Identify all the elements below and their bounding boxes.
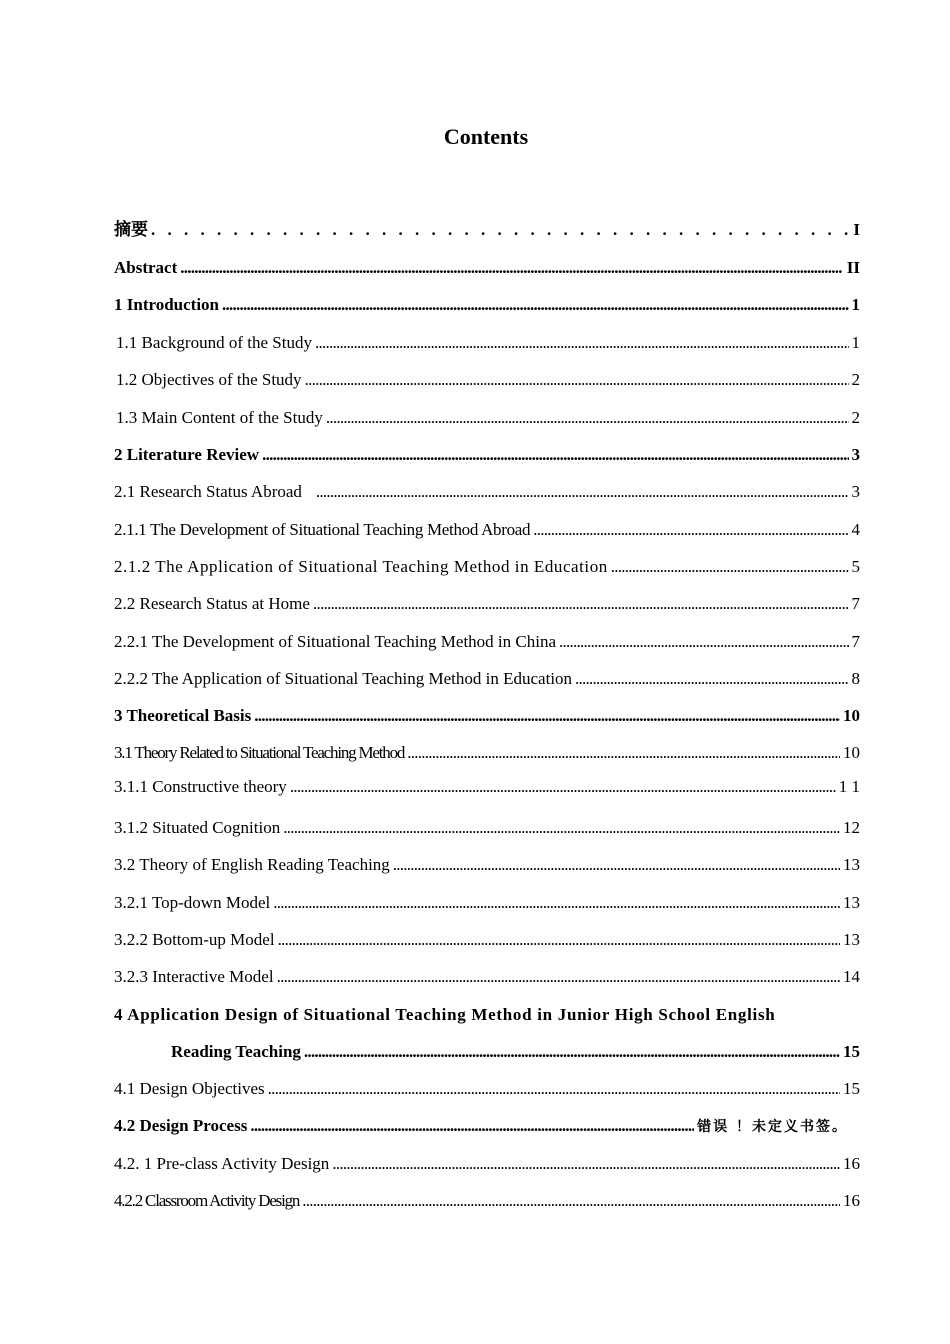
- toc-entry-1-3[interactable]: [116, 406, 860, 430]
- toc-entry-label: 4.2 Design Process: [114, 1116, 248, 1135]
- toc-entry-label: 3.2.3 Interactive Model: [114, 967, 274, 986]
- toc-entry-1-2[interactable]: [116, 368, 860, 392]
- dot-leader: [393, 853, 840, 877]
- dot-leader: [180, 256, 844, 280]
- toc-entry-2-1-1[interactable]: [114, 518, 860, 542]
- toc-entry-page: 1 1: [838, 777, 860, 796]
- dot-leader: [278, 928, 840, 952]
- toc-entry-label: 3.2.2 Bottom-up Model: [114, 930, 275, 949]
- toc-entry-chapter-4-line-1[interactable]: [114, 1003, 854, 1027]
- toc-entry-2-1-2[interactable]: [114, 555, 860, 579]
- toc-entry-page: 16: [843, 1154, 860, 1173]
- toc-entry-page: 13: [843, 893, 860, 912]
- toc-entry-label: 3 Theoretical Basis: [114, 706, 252, 725]
- toc-entry-4-2-2[interactable]: [114, 1189, 860, 1213]
- page-title: Contents: [443, 124, 529, 149]
- dot-leader: [273, 891, 840, 915]
- dot-leader: [315, 331, 849, 355]
- toc-entry-label: 3.1 Theory Related to Situational Teaching Method: [114, 743, 405, 762]
- toc-entry-page: 7: [851, 594, 860, 613]
- toc-entry-3-2-1[interactable]: [114, 891, 860, 915]
- toc-entry-label: 2.2.2 The Application of Situational Teaching Method in Education: [114, 669, 573, 688]
- toc-entry-label: 2.2 Research Status at Home: [114, 594, 310, 613]
- toc-entry-page: 5: [851, 557, 860, 576]
- toc-entry-page: 8: [851, 669, 860, 688]
- toc-entry-page: 2: [851, 408, 860, 427]
- dot-leader: [326, 406, 849, 430]
- toc-entry-2-2-1[interactable]: [114, 630, 860, 654]
- toc-entry-label: 2.1 Research Status Abroad: [114, 482, 302, 501]
- toc-entry-page: 3: [851, 445, 860, 464]
- toc-entry-label: 摘要: [114, 220, 148, 239]
- toc-entry-label: 2 Literature Review: [114, 445, 260, 464]
- toc-entry-page: 13: [843, 855, 860, 874]
- toc-entry-3-1-1[interactable]: [114, 775, 860, 799]
- toc-entry-page: 3: [851, 482, 860, 501]
- dot-leader: [222, 293, 848, 317]
- toc-entry-label: Abstract: [114, 258, 178, 277]
- toc-entry-label: Reading Teaching: [171, 1042, 301, 1061]
- dot-leader: [316, 480, 849, 504]
- toc-entry-chapter-3[interactable]: [114, 704, 860, 728]
- toc-entry-label: 2.2.1 The Development of Situational Teaching Method in China: [114, 632, 556, 651]
- toc-entry-page: 15: [843, 1079, 860, 1098]
- dot-leader: [611, 555, 849, 579]
- toc-entry-page: 7: [851, 632, 860, 651]
- toc-entry-label: 3.2 Theory of English Reading Teaching: [114, 855, 390, 874]
- dot-leader: [290, 775, 836, 799]
- toc-entry-label: 3.1.1 Constructive theory: [114, 777, 287, 796]
- toc-entry-label: 1 Introduction: [114, 295, 220, 314]
- toc-entry-label: 3.1.2 Situated Cognition: [114, 818, 281, 837]
- bookmark-error-text: 错误 ！未定义书签。: [697, 1119, 848, 1135]
- toc-entry-page: 2: [851, 370, 860, 389]
- toc-entry-label: 1.2 Objectives of the Study: [116, 370, 302, 389]
- toc-entry-3-2-2[interactable]: [114, 928, 860, 952]
- dot-leader: [305, 368, 849, 392]
- toc-entry-page: I: [853, 220, 860, 239]
- toc-entry-3-1[interactable]: [114, 741, 860, 765]
- dot-leader: [268, 1077, 840, 1101]
- dot-leader: [559, 630, 849, 654]
- dot-leader: [250, 1114, 694, 1138]
- toc-entry-page: 10: [843, 743, 860, 762]
- toc-entry-label: 4 Application Design of Situational Teaching Method in Junior High School English: [114, 1005, 776, 1024]
- dot-leader: [277, 965, 840, 989]
- toc-entry-3-1-2[interactable]: [114, 816, 860, 840]
- toc-entry-2-2[interactable]: [114, 592, 860, 616]
- toc-entry-label: 2.1.2 The Application of Situational Teaching Method in Education: [114, 557, 608, 576]
- toc-entry-page: 10: [843, 706, 860, 725]
- toc-entry-4-2[interactable]: [114, 1114, 848, 1139]
- toc-entry-4-2-1[interactable]: [114, 1152, 860, 1176]
- dot-leader: [283, 816, 840, 840]
- toc-entry-1-1[interactable]: [116, 331, 860, 355]
- toc-entry-page: 15: [843, 1042, 860, 1061]
- dot-leader: [575, 667, 848, 691]
- toc-entry-label: 4.2.2 Classroom Activity Design: [114, 1191, 300, 1210]
- toc-entry-page: 4: [851, 520, 860, 539]
- dot-leader: [254, 704, 840, 728]
- dot-leader: [533, 518, 848, 542]
- toc-entry-page: II: [846, 258, 860, 277]
- toc-entry-label: 2.1.1 The Development of Situational Teaching Method Abroad: [114, 520, 531, 539]
- toc-entry-abstract[interactable]: [114, 256, 860, 280]
- toc-entry-chapter-4-line-2[interactable]: [171, 1040, 860, 1064]
- toc-entry-page: 1: [851, 295, 860, 314]
- toc-entry-page: 14: [843, 967, 860, 986]
- dot-leader: [262, 443, 848, 467]
- toc-entry-label: 4.1 Design Objectives: [114, 1079, 265, 1098]
- toc-entry-label: 1.1 Background of the Study: [116, 333, 312, 352]
- toc-entry-label: 3.2.1 Top-down Model: [114, 893, 271, 912]
- toc-entry-label: 1.3 Main Content of the Study: [116, 408, 323, 427]
- toc-entry-3-2-3[interactable]: [114, 965, 860, 989]
- toc-entry-page: 16: [843, 1191, 860, 1210]
- toc-entry-page: 12: [843, 818, 860, 837]
- toc-entry-page: 1: [851, 333, 860, 352]
- dot-leader: [151, 218, 850, 242]
- dot-leader: [304, 1040, 840, 1064]
- dot-leader: [313, 592, 849, 616]
- toc-entry-chapter-2[interactable]: [114, 443, 860, 467]
- toc-entry-2-2-2[interactable]: [114, 667, 860, 691]
- toc-entry-page: 13: [843, 930, 860, 949]
- toc-entry-label: 4.2. 1 Pre-class Activity Design: [114, 1154, 330, 1173]
- dot-leader: [407, 741, 840, 765]
- toc-entry-chapter-1[interactable]: [114, 293, 860, 317]
- toc-entry-2-1[interactable]: [114, 480, 860, 504]
- toc-entry-4-1[interactable]: [114, 1077, 860, 1101]
- toc-entry-abstract-cn[interactable]: [114, 218, 860, 242]
- dot-leader: [302, 1189, 840, 1213]
- dot-leader: [332, 1152, 840, 1176]
- toc-entry-3-2[interactable]: [114, 853, 860, 877]
